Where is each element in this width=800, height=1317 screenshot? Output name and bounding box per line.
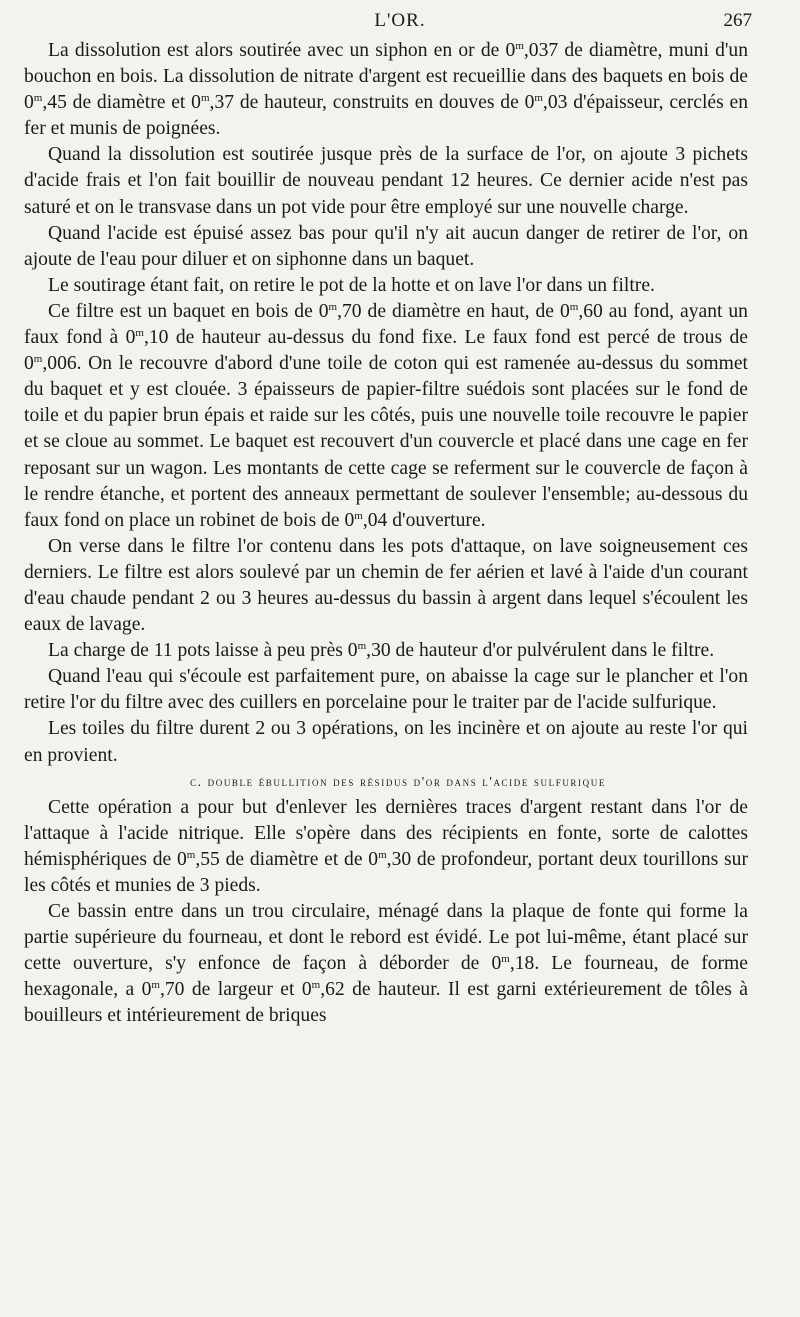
paragraph: La dissolution est alors soutirée avec un siphon en or de 0$^m$,037 de diamètre, muni d'un bouchon en bois. La dissolution de nitrate d'argent est recueillie dans des baquets en bois de 0$^m$,45 de diamètre et 0$^m$,37 de hauteur, construits en douves de 0$^m$,03 d'épaisseur, cerclés en fer et munis de poignées. bbox=[24, 40, 748, 140]
paragraph: Ce filtre est un baquet en bois de 0$^m$,70 de diamètre en haut, de 0$^m$,60 au fond, ayant un faux fond à 0$^m$,10 de hauteur au-dessus du fond fixe. Le faux fond est percé de trous de 0$^m$,006. On le recouvre d'abord d'une toile de coton qui est ramenée au-dessus du sommet du baquet et y est clouée. 3 épaisseurs de papier-filtre suédois sont placées sur le fond de toile et du papier brun épais et raide sur les côtés, puis une nouvelle toile recouvre le papier et se cloue au sommet. Le baquet est recouvert d'un couvercle et placé dans une cage en fer reposant sur un wagon. Les montants de cette cage se referment sur le couvercle de façon à le rendre étanche, et portent des anneaux permettant de soulever l'ensemble; au-dessous du faux fond on place un robinet de bois de 0$^m$,04 d'ouverture. bbox=[24, 300, 748, 531]
unit-superscript: m bbox=[311, 979, 321, 992]
unit-superscript: m bbox=[501, 953, 510, 966]
unit-superscript: m bbox=[515, 40, 524, 52]
section-heading: c. double ébullition des résidus d'or dans l'acide sulfurique bbox=[190, 773, 606, 789]
paragraph: Cette opération a pour but d'enlever les dernières traces d'argent restant dans l'or de l'attaque à l'acide nitrique. Elle s'opère dans des récipients en fonte, sorte de calottes hémisphériques de 0$^m$,55 de diamètre et de 0$^m$,30 de profondeur, portant deux tourillons sur les côtés et munies de 3 pieds. bbox=[24, 796, 748, 896]
page-number: 267 bbox=[723, 10, 752, 31]
paragraph: Le soutirage étant fait, on retire le pot de la hotte et on lave l'or dans un filtre. bbox=[48, 274, 655, 296]
paragraph: La charge de 11 pots laisse à peu près 0$^m$,30 de hauteur d'or pulvérulent dans le filtre. bbox=[48, 640, 715, 662]
page-header bbox=[0, 8, 800, 36]
paragraph: Ce bassin entre dans un trou circulaire, ménagé dans la plaque de fonte qui forme la partie supérieure du fourneau, et dont le rebord est évidé. Le pot lui-même, étant placé sur cette ouverture, s'y enfonce de façon à déborder de 0$^m$,18. Le fourneau, de forme hexagonale, a 0$^m$,70 de largeur et 0$^m$,62 de hauteur. Il est garni extérieurement de tôles à bouilleurs et intérieurement de briques bbox=[24, 901, 749, 1027]
body-text bbox=[24, 38, 748, 1030]
unit-superscript: m bbox=[328, 300, 338, 313]
unit-superscript: m bbox=[378, 848, 387, 861]
paragraph: Quand l'acide est épuisé assez bas pour qu'il n'y ait aucun danger de retirer de l'or, on ajoute de l'eau pour diluer et on siphonne dans un baquet. bbox=[24, 222, 748, 270]
unit-superscript: m bbox=[186, 848, 196, 861]
paragraph: On verse dans le filtre l'or contenu dans les pots d'attaque, on lave soigneusement ces derniers. Le filtre est alors soulevé par un chemin de fer aérien et lavé à l'aide d'un courant d'eau chaude pendant 2 ou 3 heures au-dessus du bassin à argent dans lequel s'écoulent les eaux de lavage. bbox=[24, 535, 748, 636]
unit-superscript: m bbox=[135, 327, 144, 340]
unit-superscript: m bbox=[354, 509, 363, 522]
unit-superscript: m bbox=[33, 353, 43, 366]
unit-superscript: m bbox=[33, 92, 43, 105]
unit-superscript: m bbox=[534, 92, 543, 105]
paragraph: Les toiles du filtre durent 2 ou 3 opérations, on les incinère et on ajoute au reste l'or qui en provient. bbox=[24, 718, 748, 766]
paragraph: Quand la dissolution est soutirée jusque près de la surface de l'or, on ajoute 3 pichets d'acide frais et l'on fait bouillir de nouveau pendant 12 heures. Ce dernier acide n'est pas saturé et on le transvase dans un pot vide pour être employé sur une nouvelle charge. bbox=[24, 144, 748, 218]
unit-superscript: m bbox=[569, 300, 579, 313]
unit-superscript: m bbox=[200, 92, 210, 105]
unit-superscript: m bbox=[151, 979, 160, 992]
running-head: L'OR. bbox=[374, 10, 426, 31]
unit-superscript: m bbox=[357, 640, 367, 653]
paragraph: Quand l'eau qui s'écoule est parfaitement pure, on abaisse la cage sur le plancher et l'on retire l'or du filtre avec des cuillers en porcelaine pour le traiter par de l'acide sulfurique. bbox=[24, 666, 748, 714]
